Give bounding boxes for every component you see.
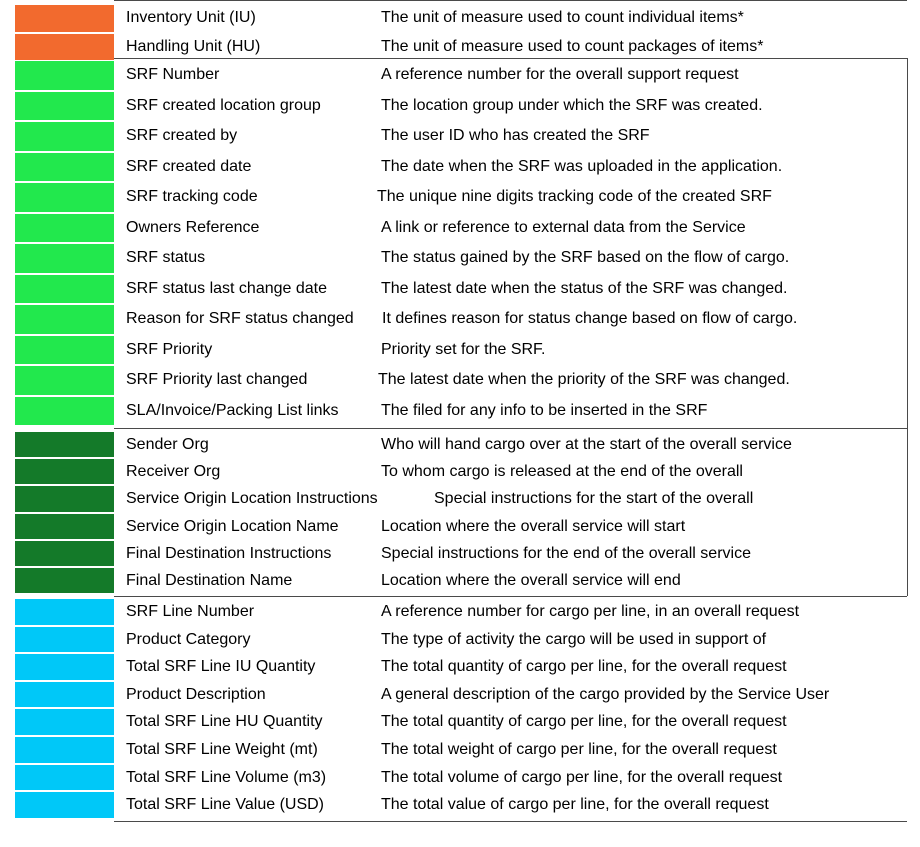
field-description: The filed for any info to be inserted in the SRF [381,401,708,419]
field-name: Handling Unit (HU) [126,37,261,55]
table-row [0,485,920,512]
color-swatch [15,432,114,457]
table-row [0,458,920,485]
table-border [907,58,908,596]
section-divider [114,821,907,822]
field-description: The total value of cargo per line, for the overall request [381,796,769,814]
color-swatch [15,737,114,763]
table-row [0,396,920,427]
field-name: SRF Priority [126,340,213,358]
table-row [0,335,920,366]
table-row [0,274,920,305]
table-row [0,213,920,244]
field-description: The unique nine digits tracking code of the created SRF [377,188,772,205]
field-name: Total SRF Line Value (USD) [126,796,324,814]
color-swatch [15,61,114,90]
table-row [0,681,920,709]
color-swatch [15,92,114,121]
field-description: A link or reference to external data from the Service [381,218,746,236]
field-name: SLA/Invoice/Packing List links [126,401,339,419]
table-row [0,152,920,183]
field-description: The unit of measure used to count packages of items* [381,37,764,55]
field-name: Receiver Org [126,463,221,481]
field-description: The user ID who has created the SRF [381,127,650,144]
field-description: Special instructions for the start of the overall [434,490,754,508]
color-swatch [15,709,114,735]
field-description: The location group under which the SRF was created. [381,96,763,114]
table-row [0,365,920,396]
field-description: Location where the overall service will start [381,517,686,535]
field-description: The total weight of cargo per line, for the overall request [381,741,777,758]
color-swatch [15,153,114,182]
field-description: Priority set for the SRF. [381,340,546,358]
field-description: It defines reason for status change based on flow of cargo. [382,310,798,327]
table-row [0,60,920,91]
color-swatch [15,336,114,365]
field-name: SRF Priority last changed [126,371,308,388]
color-swatch [15,305,114,334]
color-swatch [15,599,114,625]
field-name: SRF created location group [126,96,321,114]
field-name: Total SRF Line HU Quantity [126,713,323,731]
table-row [0,567,920,594]
color-swatch [15,275,114,304]
table-row [0,764,920,792]
table-row [0,304,920,335]
table-row [0,182,920,213]
field-description: The total quantity of cargo per line, for the overall request [381,658,787,676]
field-description: To whom cargo is released at the end of the overall [381,463,743,481]
field-description: A reference number for cargo per line, in an overall request [381,603,800,620]
table-row [0,91,920,122]
section-divider [114,58,907,59]
section-divider [114,0,907,1]
field-name: SRF created by [126,127,238,144]
field-name: Total SRF Line Weight (mt) [126,741,318,758]
color-swatch [15,627,114,653]
table-row [0,598,920,626]
color-swatch [15,765,114,791]
field-name: SRF created date [126,157,252,175]
field-name: SRF Line Number [126,603,255,620]
color-swatch [15,514,114,539]
color-swatch [15,5,114,32]
section-divider [114,596,907,597]
field-description: The status gained by the SRF based on the flow of cargo. [381,249,790,266]
field-name: Reason for SRF status changed [126,310,354,327]
field-description: A reference number for the overall support request [381,66,739,83]
field-name: Final Destination Name [126,572,293,589]
table-row [0,708,920,736]
table-row [0,791,920,819]
color-swatch [15,366,114,395]
field-description: The latest date when the status of the SRF was changed. [381,279,788,297]
color-swatch [15,654,114,680]
field-name: Product Description [126,685,266,703]
table-row [0,4,920,33]
color-swatch [15,34,114,61]
field-description: The date when the SRF was uploaded in the application. [381,157,783,175]
field-description: A general description of the cargo provided by the Service User [381,685,830,703]
field-name: SRF status last change date [126,279,327,297]
color-swatch [15,122,114,151]
field-name: SRF Number [126,66,220,83]
field-description: The total volume of cargo per line, for the overall request [381,768,783,786]
table-row [0,626,920,654]
field-name: Total SRF Line IU Quantity [126,658,316,676]
field-name: Owners Reference [126,218,260,236]
table-row [0,243,920,274]
table-row [0,121,920,152]
section-divider [114,428,907,429]
color-swatch [15,397,114,426]
field-name: Service Origin Location Name [126,517,339,535]
color-swatch [15,214,114,243]
table-row [0,33,920,62]
field-description: Location where the overall service will end [381,572,681,589]
field-name: Service Origin Location Instructions [126,490,378,508]
field-description: The type of activity the cargo will be used in support of [381,630,767,648]
field-name: Inventory Unit (IU) [126,9,256,26]
color-swatch [15,459,114,484]
color-swatch [15,682,114,708]
table-row [0,513,920,540]
color-swatch [15,244,114,273]
table-row [0,540,920,567]
color-swatch [15,183,114,212]
table-row [0,431,920,458]
field-name: Product Category [126,630,251,648]
field-name: Total SRF Line Volume (m3) [126,768,327,786]
field-name: Final Destination Instructions [126,544,332,562]
field-description: The total quantity of cargo per line, for the overall request [381,713,787,731]
field-name: Sender Org [126,436,209,453]
color-swatch [15,792,114,818]
table-row [0,736,920,764]
field-name: SRF tracking code [126,188,258,205]
field-description: Who will hand cargo over at the start of the overall service [381,436,792,453]
color-swatch [15,568,114,593]
field-description: The unit of measure used to count individual items* [381,9,744,26]
field-description: Special instructions for the end of the overall service [381,544,751,562]
field-name: SRF status [126,249,206,266]
color-swatch [15,541,114,566]
color-swatch [15,486,114,511]
table-row [0,653,920,681]
field-description: The latest date when the priority of the SRF was changed. [378,371,790,388]
